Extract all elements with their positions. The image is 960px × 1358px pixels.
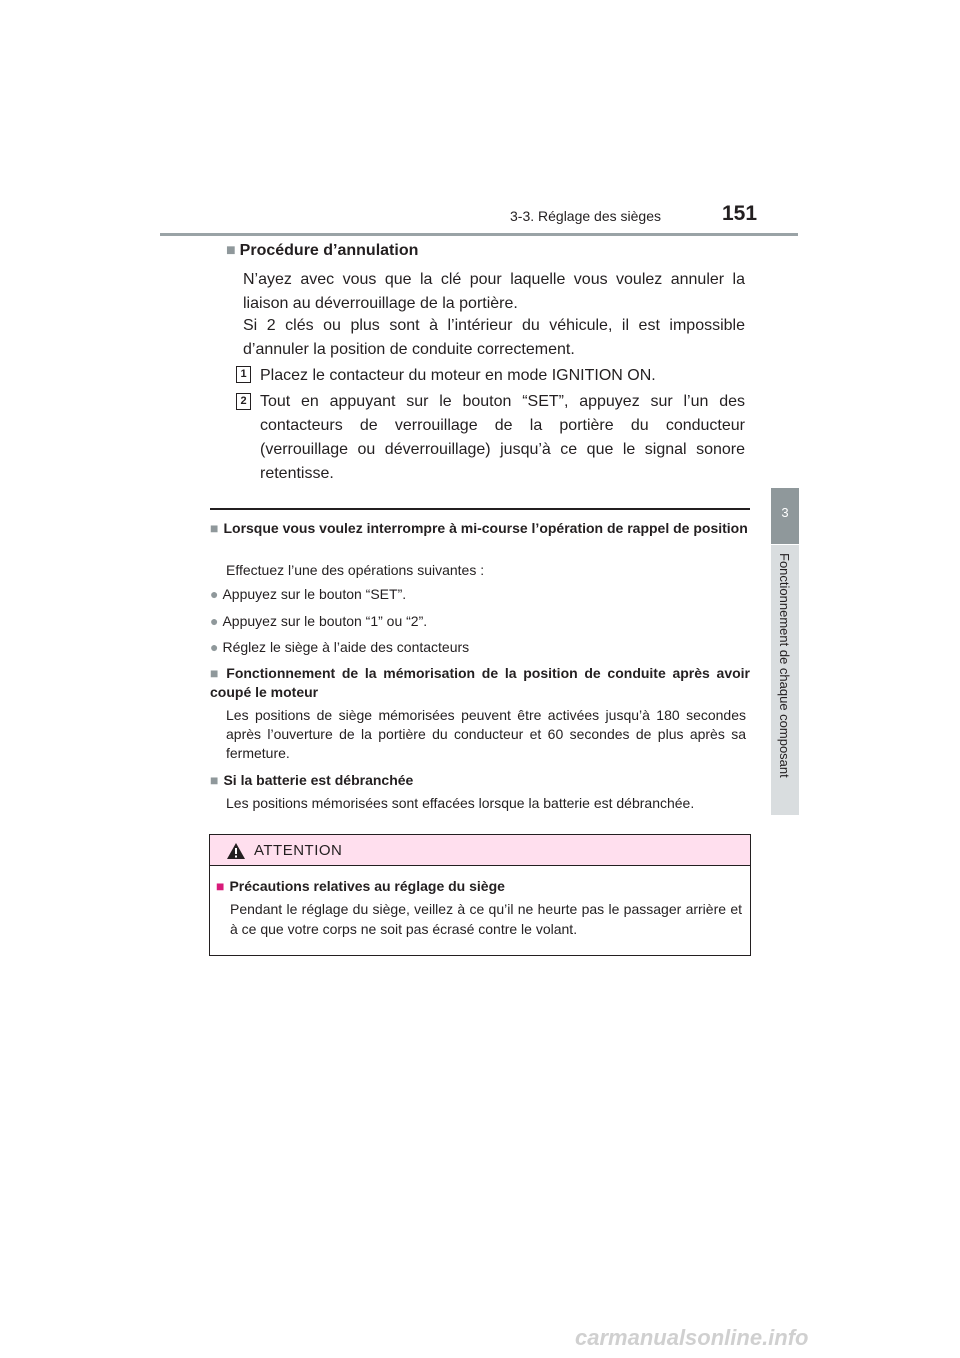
note-heading-text: Si la batterie est débranchée bbox=[223, 772, 414, 788]
attention-header bbox=[210, 835, 750, 866]
attention-label: ATTENTION bbox=[254, 842, 343, 859]
list-item-text: Appuyez sur le bouton “1” ou “2”. bbox=[222, 613, 428, 629]
procedure-heading bbox=[226, 242, 418, 260]
header-section-title: 3-3. Réglage des sièges bbox=[510, 208, 661, 224]
list-item bbox=[210, 612, 427, 631]
warning-triangle-icon bbox=[226, 842, 246, 860]
note-heading bbox=[210, 664, 750, 702]
square-bullet-icon: ■ bbox=[210, 772, 219, 788]
note-heading-text: Lorsque vous voulez interrompre à mi-course l’opération de rappel de position bbox=[223, 520, 748, 536]
procedure-heading-text: Procédure d’annulation bbox=[239, 242, 419, 259]
list-item-text: Réglez le siège à l’aide des contacteurs bbox=[222, 639, 470, 655]
attention-heading bbox=[216, 878, 505, 894]
square-bullet-icon: ■ bbox=[210, 665, 222, 681]
page-number: 151 bbox=[722, 202, 758, 225]
attention-box bbox=[209, 834, 751, 956]
square-bullet-icon: ■ bbox=[210, 520, 219, 536]
watermark: carmanualsonline.info bbox=[575, 1325, 809, 1350]
step-number-badge: 2 bbox=[236, 393, 251, 410]
note-body: Les positions mémorisées sont effacées lorsque la batterie est débranchée. bbox=[226, 795, 695, 811]
note-heading bbox=[210, 771, 750, 790]
procedure-paragraph-1: N’ayez avec vous que la clé pour laquelle vous voulez annuler la liaison au déverrouillage de la portière. bbox=[243, 271, 745, 312]
square-bullet-icon: ■ bbox=[226, 242, 236, 259]
header-divider bbox=[160, 233, 798, 236]
square-bullet-icon: ■ bbox=[216, 878, 225, 894]
note-body: Effectuez l’une des opérations suivantes : bbox=[226, 562, 485, 578]
note-heading bbox=[210, 519, 750, 538]
notes-divider bbox=[210, 508, 750, 510]
procedure-paragraph-2: Si 2 clés ou plus sont à l’intérieur du véhicule, il est impossible d’annuler la position de conduite correctement. bbox=[243, 317, 745, 358]
attention-heading-text: Précautions relatives au réglage du siège bbox=[229, 878, 505, 894]
chapter-title-vertical: Fonctionnement de chaque composant bbox=[777, 553, 792, 778]
chapter-tab-number: 3 bbox=[781, 505, 789, 520]
circle-bullet-icon: ● bbox=[210, 613, 219, 629]
attention-body: Pendant le réglage du siège, veillez à ce qu’il ne heurte pas le passager arrière et à ce que votre corps ne soit pas écrasé contre le volant. bbox=[230, 901, 742, 937]
step-text: Placez le contacteur du moteur en mode IGNITION ON. bbox=[260, 367, 656, 384]
circle-bullet-icon: ● bbox=[210, 639, 219, 655]
list-item bbox=[210, 585, 406, 604]
step-number-badge: 1 bbox=[236, 366, 251, 383]
list-item bbox=[210, 638, 469, 657]
note-body: Les positions de siège mémorisées peuvent être activées jusqu’à 180 secondes après l’ouverture de la portière du conducteur et 60 secondes de plus après sa fermeture. bbox=[226, 707, 746, 761]
chapter-tab bbox=[771, 488, 799, 544]
step-text: Tout en appuyant sur le bouton “SET”, appuyez sur l’un des contacteurs de verrouillage de la portière du conducteur (verrouillage ou déverrouillage) jusqu’à ce que le signal sonore retentisse. bbox=[260, 393, 745, 482]
list-item-text: Appuyez sur le bouton “SET”. bbox=[222, 586, 407, 602]
note-heading-text: Fonctionnement de la mémorisation de la position de conduite après avoir coupé le moteur bbox=[210, 665, 750, 700]
circle-bullet-icon: ● bbox=[210, 586, 219, 602]
